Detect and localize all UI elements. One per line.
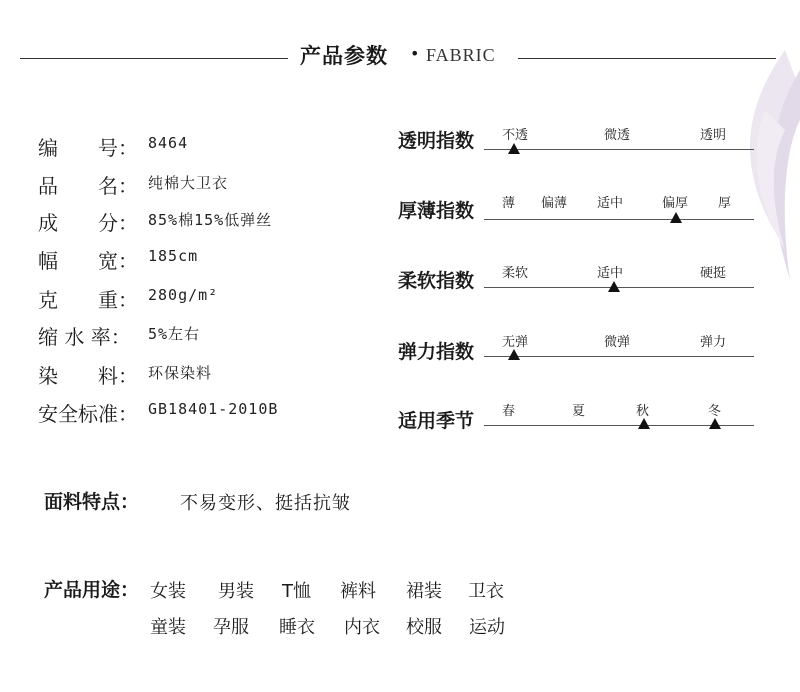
- index-title-transparency: 透明指数: [398, 130, 475, 152]
- index-option: 柔软: [502, 266, 529, 281]
- uses-label: 产品用途：: [44, 579, 140, 601]
- use-item: 孕服: [213, 617, 249, 638]
- use-item: 童装: [150, 617, 186, 638]
- index-title-season: 适用季节: [398, 410, 475, 432]
- title-separator: •: [410, 44, 420, 63]
- index-title-thickness: 厚薄指数: [398, 200, 475, 222]
- use-item: 裙装: [406, 581, 442, 602]
- use-item: 男装: [218, 581, 254, 602]
- index-option: 微弹: [604, 335, 631, 350]
- index-marker: [709, 418, 721, 429]
- index-marker: [670, 212, 682, 223]
- spec-label: 染 料：: [38, 364, 138, 388]
- index-option: 偏薄: [541, 196, 568, 211]
- spec-value: 5%左右: [148, 325, 201, 343]
- spec-value: 环保染料: [148, 364, 213, 382]
- features-value: 不易变形、挺括抗皱: [180, 493, 351, 514]
- use-item: 女装: [150, 581, 186, 602]
- spec-value: 纯棉大卫衣: [148, 174, 229, 192]
- index-option: 硬挺: [700, 266, 727, 281]
- index-scale-line: [484, 356, 754, 357]
- spec-label: 品 名：: [38, 174, 138, 198]
- index-option: 夏: [572, 404, 586, 419]
- use-item: 校服: [406, 617, 442, 638]
- use-item: 卫衣: [468, 581, 504, 602]
- use-item: 运动: [469, 617, 505, 638]
- index-scale-line: [484, 149, 754, 150]
- spec-label: 成 分：: [38, 211, 138, 235]
- spec-value: 280g/m²: [148, 286, 219, 304]
- index-scale-line: [484, 219, 754, 220]
- index-option: 适中: [597, 266, 624, 281]
- index-option: 冬: [708, 404, 722, 419]
- index-marker: [638, 418, 650, 429]
- spec-label: 安全标准：: [38, 402, 138, 426]
- index-option: 不透: [502, 128, 529, 143]
- page-title: 产品参数: [300, 44, 388, 68]
- index-title-elasticity: 弹力指数: [398, 341, 475, 363]
- index-marker: [508, 349, 520, 360]
- use-item: T恤: [282, 581, 311, 602]
- decorative-swirl: [690, 40, 800, 300]
- index-option: 微透: [604, 128, 631, 143]
- index-marker: [508, 143, 520, 154]
- spec-value: 185cm: [148, 247, 199, 265]
- index-option: 春: [502, 404, 516, 419]
- spec-value: 85%棉15%低弹丝: [148, 211, 273, 229]
- spec-label: 克 重：: [38, 288, 138, 312]
- index-option: 弹力: [700, 335, 727, 350]
- spec-label: 幅 宽：: [38, 249, 138, 273]
- header-line-left: [20, 58, 288, 59]
- use-item: 内衣: [344, 617, 380, 638]
- index-option: 薄: [502, 196, 516, 211]
- index-option: 秋: [636, 404, 650, 419]
- page-subtitle: FABRIC: [426, 45, 496, 65]
- features-label: 面料特点：: [44, 491, 140, 513]
- use-item: 睡衣: [279, 617, 315, 638]
- header-line-right: [518, 58, 776, 59]
- use-item: 裤料: [340, 581, 376, 602]
- index-marker: [608, 281, 620, 292]
- index-option: 偏厚: [662, 196, 689, 211]
- index-option: 透明: [700, 128, 727, 143]
- index-option: 无弹: [502, 335, 529, 350]
- index-option: 适中: [597, 196, 624, 211]
- index-option: 厚: [718, 196, 732, 211]
- spec-label: 缩 水 率：: [38, 325, 131, 349]
- spec-value: GB18401-2010B: [148, 400, 279, 418]
- index-title-softness: 柔软指数: [398, 270, 475, 292]
- spec-label: 编 号：: [38, 136, 138, 160]
- spec-value: 8464: [148, 134, 189, 152]
